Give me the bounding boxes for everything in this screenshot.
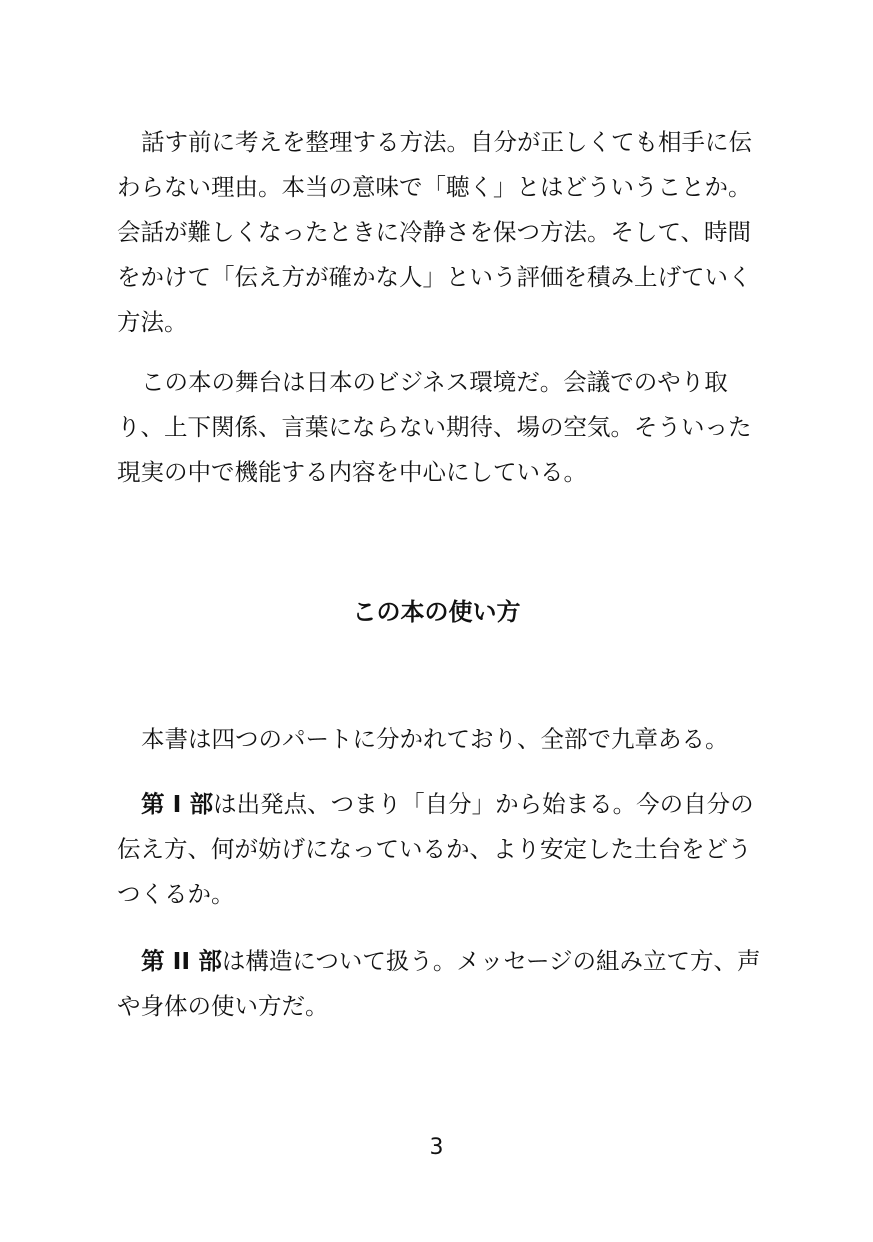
text-line: つくるか。 [117,880,235,908]
text-line [117,939,761,984]
text-line: 伝え方、何が妨げになっているか、より安定した土台をどう [117,835,752,863]
text-line: 話す前に考えを整理する方法。自分が正しくても相手に伝 [141,128,752,156]
text-line: 方法。 [117,308,188,336]
text-line: り、上下関係、言葉にならない期待、場の空気。そういった [117,413,752,441]
text-line: わらない理由。本当の意味で「聴く」とはどういうことか。 [117,173,752,201]
text-line: 会話が難しくなったときに冷静さを保つ方法。そして、時間 [117,218,752,246]
text-line: 現実の中で機能する内容を中心にしている。 [117,458,587,486]
section-paragraph-part-2 [117,939,761,1029]
page-number: 3 [429,1135,444,1160]
text-line [117,782,757,827]
intro-paragraph-1 [117,120,757,345]
section-heading: この本の使い方 [352,598,521,626]
intro-paragraph-2 [117,360,757,495]
text-span: は出発点、つまり「自分」から始まる。今の自分の [213,790,754,818]
text-line: や身体の使い方だ。 [117,992,329,1020]
section-paragraph-1 [117,717,757,762]
text-span: は構造について扱う。メッセージの組み立て方、声 [221,947,761,975]
section-paragraph-part-1 [117,782,757,917]
text-line: 本書は四つのパートに分かれており、全部で九章ある。 [141,725,729,753]
text-line: この本の舞台は日本のビジネス環境だ。会議でのやり取 [141,368,728,396]
text-line: をかけて「伝え方が確かな人」という評価を積み上げていく [117,263,752,291]
part-label: 第 II 部 [141,947,222,975]
part-label: 第 I 部 [141,790,214,818]
